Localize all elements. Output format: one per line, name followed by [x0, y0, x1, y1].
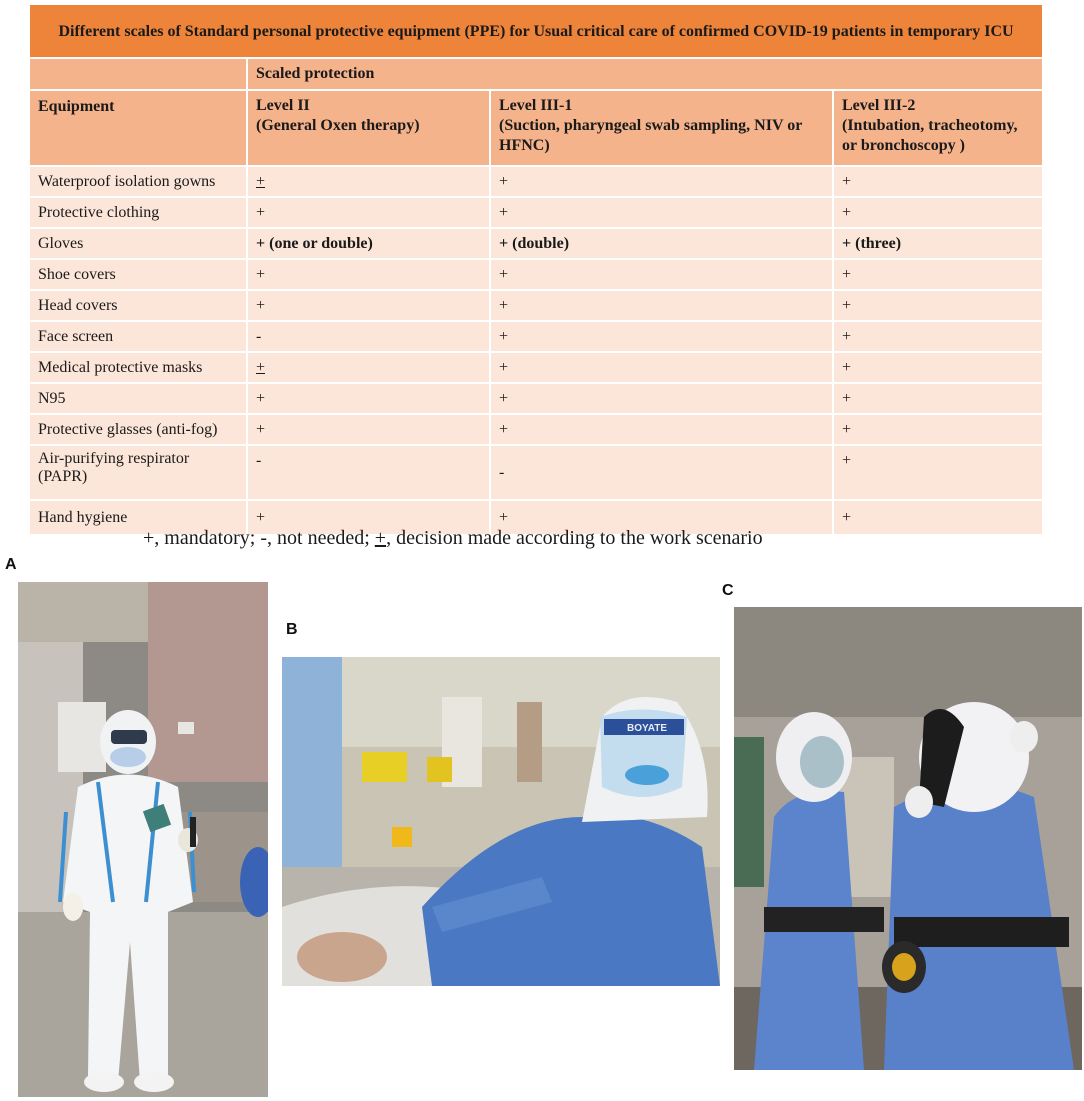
column-header-level-iii-1 [490, 90, 833, 166]
legend-part2: , decision made according to the work scenario [386, 527, 763, 549]
table-row [29, 228, 1043, 259]
photo-b-face-shield-worker [282, 657, 720, 986]
row-value: + (one or double) [247, 228, 490, 259]
row-item: Protective clothing [29, 197, 247, 228]
row-value: + [247, 500, 490, 535]
group-header: Scaled protection [247, 58, 1043, 90]
table-row [29, 166, 1043, 197]
row-item: Hand hygiene [29, 500, 247, 535]
table-title: Different scales of Standard personal protective equipment (PPE) for Usual critical care of confirmed COVID-19 patients in temporary ICU [29, 4, 1043, 58]
column-level: Level III-1 [499, 97, 573, 114]
column-level: Level II [256, 97, 310, 114]
row-value: + [490, 321, 833, 352]
table-row [29, 197, 1043, 228]
underlined-plus: + [256, 172, 266, 190]
table-row [29, 383, 1043, 414]
panel-label-c: C [722, 582, 734, 599]
row-item: Gloves [29, 228, 247, 259]
column-desc: (Intubation, tracheotomy, or bronchoscopy ) [842, 117, 1018, 154]
row-value: + [833, 259, 1043, 290]
row-value: + [247, 197, 490, 228]
row-value: + [833, 352, 1043, 383]
row-value: - [490, 445, 833, 500]
table-row [29, 445, 1043, 500]
row-value: + [490, 197, 833, 228]
row-value: + [247, 414, 490, 445]
visor-text: BOYATE [627, 723, 668, 734]
row-value: + [247, 259, 490, 290]
row-item: Protective glasses (anti-fog) [29, 414, 247, 445]
equipment-header: Equipment [29, 90, 247, 166]
panel-label-b: B [286, 621, 298, 638]
ppe-table [28, 3, 1044, 536]
row-value: - [247, 445, 490, 500]
row-value [247, 166, 490, 197]
row-value: + [833, 321, 1043, 352]
row-value: + [247, 383, 490, 414]
row-value: + [833, 383, 1043, 414]
row-value: + [833, 445, 1043, 500]
table-row [29, 259, 1043, 290]
column-header-level-ii [247, 90, 490, 166]
row-item: Head covers [29, 290, 247, 321]
row-value: + [833, 290, 1043, 321]
row-item: Face screen [29, 321, 247, 352]
row-value: + [490, 414, 833, 445]
row-value [247, 352, 490, 383]
column-header-level-iii-2 [833, 90, 1043, 166]
row-value: - [247, 321, 490, 352]
legend-underlined-plus: + [374, 527, 387, 549]
row-item: N95 [29, 383, 247, 414]
row-value: + [490, 383, 833, 414]
photo-a-coverall-worker [18, 582, 268, 1097]
row-value: + [490, 500, 833, 535]
row-item: Shoe covers [29, 259, 247, 290]
column-desc: (General Oxen therapy) [256, 117, 420, 134]
header-empty-cell [29, 58, 247, 90]
row-value: + (double) [490, 228, 833, 259]
row-value: + [833, 166, 1043, 197]
table-row [29, 414, 1043, 445]
table-row [29, 321, 1043, 352]
row-item: Air-purifying respirator (PAPR) [29, 445, 247, 500]
table-legend [143, 527, 763, 550]
table-row [29, 290, 1043, 321]
column-level: Level III-2 [842, 97, 916, 114]
legend-part1: +, mandatory; -, not needed; [143, 527, 375, 549]
row-item: Medical protective masks [29, 352, 247, 383]
underlined-plus: + [256, 358, 266, 376]
table-row [29, 352, 1043, 383]
row-value: + [833, 500, 1043, 535]
row-value: + [833, 414, 1043, 445]
column-desc: (Suction, pharyngeal swab sampling, NIV or HFNC) [499, 117, 803, 154]
panel-label-a: A [5, 556, 17, 573]
row-value: + [490, 166, 833, 197]
row-value: + [247, 290, 490, 321]
row-item: Waterproof isolation gowns [29, 166, 247, 197]
row-value: + [490, 259, 833, 290]
photo-c-papr-workers [734, 607, 1082, 1070]
row-value: + [490, 290, 833, 321]
row-value: + [490, 352, 833, 383]
row-value: + [833, 197, 1043, 228]
row-value: + (three) [833, 228, 1043, 259]
